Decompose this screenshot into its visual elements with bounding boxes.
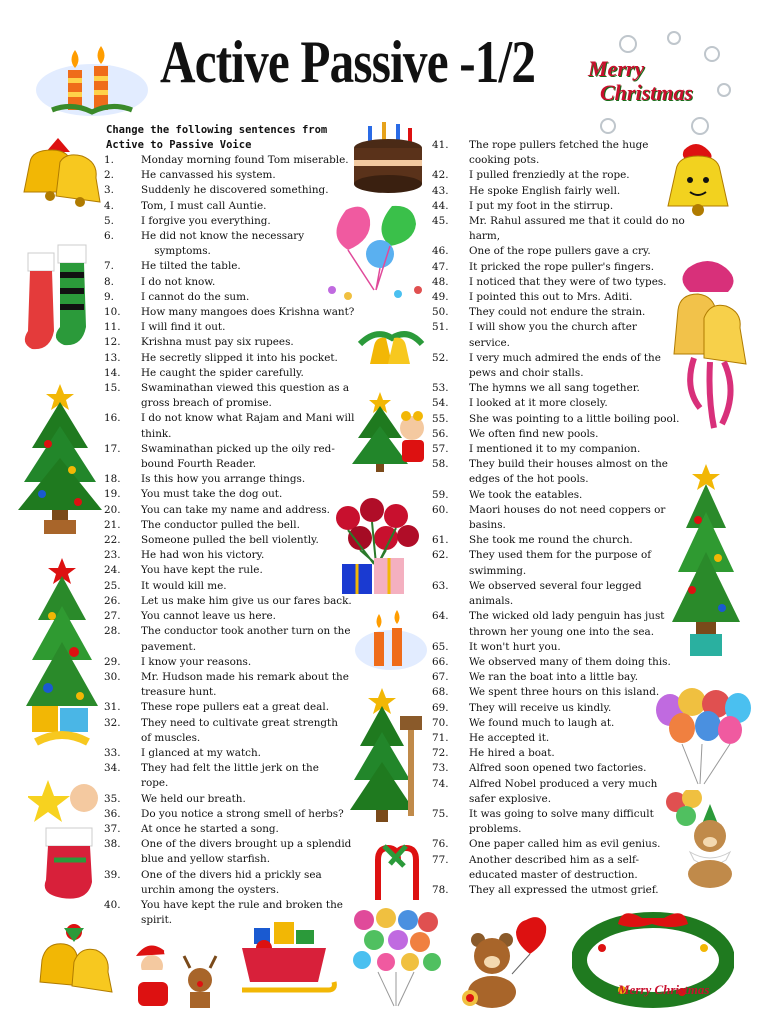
sentence-item bbox=[432, 290, 692, 305]
sentence-text: We took the eatables. bbox=[469, 488, 583, 501]
stockings-icon bbox=[20, 235, 100, 365]
sentence-number: 28. bbox=[104, 625, 121, 638]
sentence-text: You cannot leave us here. bbox=[141, 610, 276, 623]
sentence-item bbox=[104, 487, 364, 502]
sentence-item bbox=[432, 548, 692, 578]
sentence-text-continued: pavement. bbox=[141, 640, 197, 653]
sentence-number: 8. bbox=[104, 275, 114, 288]
sentence-number: 13. bbox=[104, 351, 121, 364]
sentence-text-continued: pews and choir stalls. bbox=[469, 367, 584, 380]
sentence-item bbox=[432, 381, 692, 396]
sentence-item bbox=[104, 229, 364, 259]
sentence-number: 62. bbox=[432, 549, 449, 562]
sentence-number: 64. bbox=[432, 610, 449, 623]
sentence-item bbox=[104, 700, 364, 715]
sentence-text: It was going to solve many difficult bbox=[469, 807, 654, 820]
sentence-text: One of the divers hid a prickly sea bbox=[141, 868, 322, 881]
sentence-item bbox=[104, 792, 364, 807]
sentence-text: The conductor took another turn on the bbox=[141, 625, 351, 638]
sentence-number: 43. bbox=[432, 184, 449, 197]
sentence-number: 29. bbox=[104, 655, 121, 668]
sentence-item bbox=[432, 883, 692, 898]
sentence-item bbox=[104, 503, 364, 518]
sentence-text: He did not know the necessary bbox=[141, 230, 305, 243]
sentence-number: 65. bbox=[432, 640, 449, 653]
sentence-number: 45. bbox=[432, 215, 449, 228]
sentence-number: 46. bbox=[432, 245, 449, 258]
sentence-item bbox=[104, 351, 364, 366]
sentence-number: 77. bbox=[432, 853, 449, 866]
sentence-text: I looked at it more closely. bbox=[469, 397, 608, 410]
sentence-number: 67. bbox=[432, 671, 449, 684]
sentence-number: 3. bbox=[104, 184, 114, 197]
sentence-text: It would kill me. bbox=[141, 579, 227, 592]
sentence-item bbox=[432, 305, 692, 320]
sentence-item bbox=[432, 244, 692, 259]
sentence-text: The wicked old lady penguin has just bbox=[469, 610, 665, 623]
sentence-number: 26. bbox=[104, 594, 121, 607]
sentence-item bbox=[104, 761, 364, 791]
sentence-text: One paper called him as evil genius. bbox=[469, 838, 661, 851]
sentence-text-continued: thrown her young one into the sea. bbox=[469, 625, 655, 638]
sentence-number: 71. bbox=[432, 731, 449, 744]
sentence-number: 48. bbox=[432, 275, 449, 288]
sentence-text: He secretly slipped it into his pocket. bbox=[141, 351, 338, 364]
candy-canes-icon bbox=[362, 842, 432, 902]
sentence-number: 19. bbox=[104, 488, 121, 501]
sentence-text: He tilted the table. bbox=[141, 260, 241, 273]
sentence-item bbox=[432, 579, 692, 609]
sentence-item bbox=[104, 199, 364, 214]
sentence-number: 39. bbox=[104, 868, 121, 881]
sentence-text: Another described him as a self- bbox=[469, 853, 640, 866]
sentence-item bbox=[104, 624, 364, 654]
sentence-text: We observed several four legged bbox=[469, 579, 642, 592]
sentence-number: 55. bbox=[432, 412, 449, 425]
sentence-text: You have kept the rule and broken the bbox=[141, 898, 343, 911]
sentence-text: It won't hurt you. bbox=[469, 640, 561, 653]
sentence-item bbox=[432, 807, 692, 837]
sentence-text: I know your reasons. bbox=[141, 655, 252, 668]
sentence-text: Mr. Rahul assured me that it could do no bbox=[469, 215, 685, 228]
christmas-tree-icon bbox=[12, 378, 108, 538]
sentence-number: 53. bbox=[432, 382, 449, 395]
sentence-text-continued: urchin among the oysters. bbox=[141, 883, 280, 896]
sentence-number: 38. bbox=[104, 838, 121, 851]
sentence-number: 47. bbox=[432, 260, 449, 273]
sentence-number: 37. bbox=[104, 822, 121, 835]
page-title: Active Passive -1/2 bbox=[160, 29, 536, 95]
sentence-number: 61. bbox=[432, 534, 449, 547]
sentence-number: 9. bbox=[104, 290, 114, 303]
sentence-list-right bbox=[432, 138, 692, 898]
sentence-number: 63. bbox=[432, 579, 449, 592]
sentence-text-continued: symptoms. bbox=[141, 245, 211, 258]
sentence-item bbox=[432, 138, 692, 168]
sentence-number: 52. bbox=[432, 351, 449, 364]
sentence-text: At once he started a song. bbox=[141, 822, 279, 835]
sentence-number: 20. bbox=[104, 503, 121, 516]
sentence-number: 57. bbox=[432, 443, 449, 456]
sentence-text-continued: rope. bbox=[141, 777, 169, 790]
sentence-text-continued: bound Fourth Reader. bbox=[141, 458, 257, 471]
sentence-text: I forgive you everything. bbox=[141, 214, 271, 227]
sentence-text: Swaminathan picked up the oily red- bbox=[141, 442, 335, 455]
sentence-text: Maori houses do not need coppers or bbox=[469, 503, 666, 516]
sentence-text: Monday morning found Tom miserable. bbox=[141, 154, 349, 166]
sentence-number: 21. bbox=[104, 518, 121, 531]
sentence-text: Someone pulled the bell violently. bbox=[141, 534, 319, 547]
sentence-number: 73. bbox=[432, 762, 449, 775]
sentence-item bbox=[104, 868, 364, 898]
sentence-number: 12. bbox=[104, 336, 121, 349]
sentence-text-continued: treasure hunt. bbox=[141, 686, 217, 699]
sentence-text: Swaminathan viewed this question as a bbox=[141, 382, 350, 395]
sentence-text: We held our breath. bbox=[141, 792, 246, 805]
sentence-item bbox=[432, 716, 692, 731]
bells-icon bbox=[34, 920, 118, 1000]
sentence-item bbox=[104, 320, 364, 335]
sentence-item bbox=[432, 853, 692, 883]
sentence-number: 60. bbox=[432, 503, 449, 516]
sentence-text: You have kept the rule. bbox=[141, 564, 263, 577]
sentence-text: We observed many of them doing this. bbox=[469, 655, 671, 668]
sentence-item bbox=[432, 275, 692, 290]
sentence-item bbox=[104, 290, 364, 305]
sentence-text: I mentioned it to my companion. bbox=[469, 443, 641, 456]
sentence-number: 1. bbox=[104, 154, 114, 166]
sentence-text-continued: safer explosive. bbox=[469, 792, 552, 805]
sentence-item bbox=[432, 488, 692, 503]
sentence-number: 44. bbox=[432, 199, 449, 212]
sentence-number: 16. bbox=[104, 412, 121, 425]
sentence-item bbox=[104, 579, 364, 594]
sentence-text-continued: gross breach of promise. bbox=[141, 397, 272, 410]
sentence-text: The conductor pulled the bell. bbox=[141, 518, 300, 531]
sentence-number: 33. bbox=[104, 746, 121, 759]
sentence-text: We spent three hours on this island. bbox=[469, 686, 660, 699]
sentence-item bbox=[104, 518, 364, 533]
sentence-item bbox=[104, 548, 364, 563]
sentence-text: Alfred Nobel produced a very much bbox=[469, 777, 658, 790]
sentence-number: 42. bbox=[432, 169, 449, 182]
sentence-number: 78. bbox=[432, 883, 449, 896]
sentence-text: Tom, I must call Auntie. bbox=[141, 199, 267, 212]
sentence-item bbox=[432, 320, 692, 350]
sentence-number: 68. bbox=[432, 686, 449, 699]
sentence-text: I very much admired the ends of the bbox=[469, 351, 661, 364]
sentence-text-continued: swimming. bbox=[469, 564, 527, 577]
candles-icon bbox=[32, 32, 152, 122]
sentence-number: 31. bbox=[104, 701, 121, 714]
sentence-number: 36. bbox=[104, 807, 121, 820]
sentence-number: 49. bbox=[432, 291, 449, 304]
sentence-item bbox=[104, 411, 364, 441]
sentence-text: Do you notice a strong smell of herbs? bbox=[141, 807, 344, 820]
sentence-text: We often find new pools. bbox=[469, 427, 599, 440]
sentence-text: Let us make him give us our fares back. bbox=[141, 594, 352, 607]
sentence-item bbox=[432, 260, 692, 275]
sentence-text: You must take the dog out. bbox=[141, 488, 283, 501]
sentence-number: 10. bbox=[104, 306, 121, 319]
sentence-text: I cannot do the sum. bbox=[141, 290, 250, 303]
sentence-item bbox=[432, 503, 692, 533]
sentence-text: They need to cultivate great strength bbox=[141, 716, 338, 729]
sentence-text-continued: spirit. bbox=[141, 914, 173, 927]
sentence-text: We found much to laugh at. bbox=[469, 716, 615, 729]
sentence-item bbox=[104, 837, 364, 867]
sentence-text-continued: animals. bbox=[469, 595, 514, 608]
sentence-number: 7. bbox=[104, 260, 114, 273]
sentence-number: 50. bbox=[432, 306, 449, 319]
sentence-item bbox=[104, 366, 364, 381]
sentence-text: They will receive us kindly. bbox=[469, 701, 612, 714]
merry-text: Merry bbox=[588, 56, 645, 81]
sentence-text: It pricked the rope puller's fingers. bbox=[469, 260, 655, 273]
sentence-item bbox=[432, 609, 692, 639]
sentence-item bbox=[104, 670, 364, 700]
sentence-item bbox=[104, 822, 364, 837]
sentence-number: 51. bbox=[432, 321, 449, 334]
sentence-item bbox=[432, 837, 692, 852]
teddy-bear-balloon-icon bbox=[456, 914, 560, 1010]
sentence-item bbox=[432, 655, 692, 670]
sentence-text: How many mangoes does Krishna want? bbox=[141, 306, 355, 319]
sentence-number: 76. bbox=[432, 838, 449, 851]
sentence-text-continued: edges of the hot pools. bbox=[469, 473, 589, 486]
sentence-text: These rope pullers eat a great deal. bbox=[141, 701, 330, 714]
sentence-text: He had won his victory. bbox=[141, 549, 265, 562]
sentence-item bbox=[104, 305, 364, 320]
sentence-number: 41. bbox=[432, 139, 449, 151]
sentence-text: He canvassed his system. bbox=[141, 169, 276, 182]
sentence-item bbox=[432, 442, 692, 457]
christmas-tree-icon bbox=[22, 556, 102, 756]
sentence-text-continued: service. bbox=[469, 336, 510, 349]
sentence-text: I glanced at my watch. bbox=[141, 746, 261, 759]
sentence-text: They all expressed the utmost grief. bbox=[469, 883, 659, 896]
sentence-text-continued: cooking pots. bbox=[469, 154, 540, 167]
sentence-item bbox=[432, 777, 692, 807]
sentence-number: 6. bbox=[104, 230, 114, 243]
sentence-text: I pulled frenziedly at the rope. bbox=[469, 169, 630, 182]
sentence-number: 4. bbox=[104, 199, 114, 212]
sentence-number: 30. bbox=[104, 670, 121, 683]
sentence-item bbox=[432, 640, 692, 655]
bells-icon bbox=[18, 132, 108, 216]
sentence-text: He spoke English fairly well. bbox=[469, 184, 621, 197]
sentence-text-continued: think. bbox=[141, 427, 172, 440]
sentence-item bbox=[432, 199, 692, 214]
sentence-item bbox=[432, 701, 692, 716]
sentence-number: 25. bbox=[104, 579, 121, 592]
sentence-text-continued: basins. bbox=[469, 519, 506, 532]
sentence-text: The hymns we all sang together. bbox=[469, 382, 640, 395]
sentence-item bbox=[432, 533, 692, 548]
sentence-item bbox=[432, 746, 692, 761]
instructions-line: Change the following sentences from bbox=[106, 124, 328, 136]
sentence-item bbox=[104, 442, 364, 472]
sentence-number: 22. bbox=[104, 534, 121, 547]
sentence-item bbox=[432, 457, 692, 487]
sentence-text: You can take my name and address. bbox=[141, 503, 330, 516]
sentence-text: He hired a boat. bbox=[469, 747, 555, 760]
sentence-number: 11. bbox=[104, 321, 121, 334]
sentence-text: They could not endure the strain. bbox=[469, 306, 646, 319]
instructions bbox=[106, 123, 327, 153]
sentence-item bbox=[104, 533, 364, 548]
sentence-list-left bbox=[104, 153, 364, 928]
sentence-number: 34. bbox=[104, 762, 121, 775]
sentence-number: 27. bbox=[104, 610, 121, 623]
sentence-item bbox=[104, 153, 364, 168]
sentence-number: 74. bbox=[432, 777, 449, 790]
sentence-number: 72. bbox=[432, 747, 449, 760]
sentence-text: She was pointing to a little boiling pool. bbox=[469, 412, 680, 425]
sentence-item bbox=[432, 412, 692, 427]
sentence-number: 2. bbox=[104, 169, 114, 182]
sentence-item bbox=[104, 381, 364, 411]
sentence-text: We ran the boat into a little bay. bbox=[469, 671, 638, 684]
sentence-number: 58. bbox=[432, 458, 449, 471]
sentence-item bbox=[432, 685, 692, 700]
sentence-number: 5. bbox=[104, 214, 114, 227]
sentence-item bbox=[432, 731, 692, 746]
sentence-item bbox=[104, 472, 364, 487]
sentence-text: Is this how you arrange things. bbox=[141, 473, 306, 486]
footer-greeting: Merry Christmas bbox=[618, 982, 710, 997]
sentence-text: Suddenly he discovered something. bbox=[141, 184, 329, 197]
sentence-number: 32. bbox=[104, 716, 121, 729]
sentence-text: She took me round the church. bbox=[469, 534, 633, 547]
stocking-star-icon bbox=[28, 776, 106, 906]
bells-icon bbox=[356, 324, 426, 372]
sentence-item bbox=[104, 275, 364, 290]
sentence-number: 18. bbox=[104, 473, 121, 486]
sentence-number: 15. bbox=[104, 382, 121, 395]
sleigh-gifts-icon bbox=[234, 918, 338, 1008]
sentence-item bbox=[432, 214, 692, 244]
sentence-text: They build their houses almost on the bbox=[469, 458, 668, 471]
sentence-item bbox=[104, 563, 364, 578]
sentence-number: 35. bbox=[104, 792, 121, 805]
sentence-text: I do not know. bbox=[141, 275, 216, 288]
sentence-text: I put my foot in the stirrup. bbox=[469, 199, 614, 212]
sentence-item bbox=[104, 259, 364, 274]
sentence-item bbox=[432, 168, 692, 183]
sentence-text: I pointed this out to Mrs. Aditi. bbox=[469, 291, 633, 304]
sentence-text-continued: problems. bbox=[469, 823, 522, 836]
sentence-text-continued: harm, bbox=[469, 230, 501, 243]
sentence-item bbox=[432, 427, 692, 442]
sentence-number: 40. bbox=[104, 898, 121, 911]
sentence-text: I will show you the church after bbox=[469, 321, 637, 334]
sentence-text-continued: blue and yellow starfish. bbox=[141, 853, 271, 866]
sentence-text: One of the divers brought up a splendid bbox=[141, 838, 352, 851]
sentence-number: 54. bbox=[432, 397, 449, 410]
sentence-number: 59. bbox=[432, 488, 449, 501]
sentence-text: They had felt the little jerk on the bbox=[141, 762, 319, 775]
sentence-text: I will find it out. bbox=[141, 321, 226, 334]
sentence-number: 75. bbox=[432, 807, 449, 820]
sentence-text: I noticed that they were of two types. bbox=[469, 275, 667, 288]
sentence-item bbox=[104, 746, 364, 761]
sentence-text-continued: educated master of destruction. bbox=[469, 868, 638, 881]
sentence-item bbox=[432, 670, 692, 685]
santa-reindeer-icon bbox=[120, 936, 224, 1012]
sentence-text: He accepted it. bbox=[469, 731, 550, 744]
sentence-item bbox=[104, 716, 364, 746]
sentence-text: One of the rope pullers gave a cry. bbox=[469, 245, 651, 258]
sentence-number: 17. bbox=[104, 442, 121, 455]
sentence-text: I do not know what Rajam and Mani will bbox=[141, 412, 355, 425]
sentence-item bbox=[104, 335, 364, 350]
sentence-text: The rope pullers fetched the huge bbox=[469, 139, 649, 151]
sentence-item bbox=[104, 183, 364, 198]
sentence-number: 66. bbox=[432, 655, 449, 668]
sentence-item bbox=[432, 184, 692, 199]
instructions-line: Active to Passive Voice bbox=[106, 139, 252, 151]
sentence-item bbox=[104, 655, 364, 670]
sentence-item bbox=[432, 351, 692, 381]
sentence-text: They used them for the purpose of bbox=[469, 549, 652, 562]
sentence-text: Mr. Hudson made his remark about the bbox=[141, 670, 349, 683]
sentence-item bbox=[104, 807, 364, 822]
sentence-item bbox=[432, 396, 692, 411]
sentence-number: 56. bbox=[432, 427, 449, 440]
sentence-item bbox=[432, 761, 692, 776]
sentence-item bbox=[104, 214, 364, 229]
sentence-item bbox=[104, 898, 364, 928]
sentence-item bbox=[104, 168, 364, 183]
sentence-item bbox=[104, 609, 364, 624]
sentence-number: 70. bbox=[432, 716, 449, 729]
sentence-number: 69. bbox=[432, 701, 449, 714]
sentence-text-continued: of muscles. bbox=[141, 731, 201, 744]
sentence-text: Krishna must pay six rupees. bbox=[141, 336, 294, 349]
christmas-text: Christmas bbox=[600, 80, 693, 105]
sentence-item bbox=[104, 594, 364, 609]
sentence-text: Alfred soon opened two factories. bbox=[469, 762, 647, 775]
sentence-number: 23. bbox=[104, 549, 121, 562]
sentence-text: He caught the spider carefully. bbox=[141, 366, 304, 379]
sentence-number: 24. bbox=[104, 564, 121, 577]
sentence-number: 14. bbox=[104, 366, 121, 379]
